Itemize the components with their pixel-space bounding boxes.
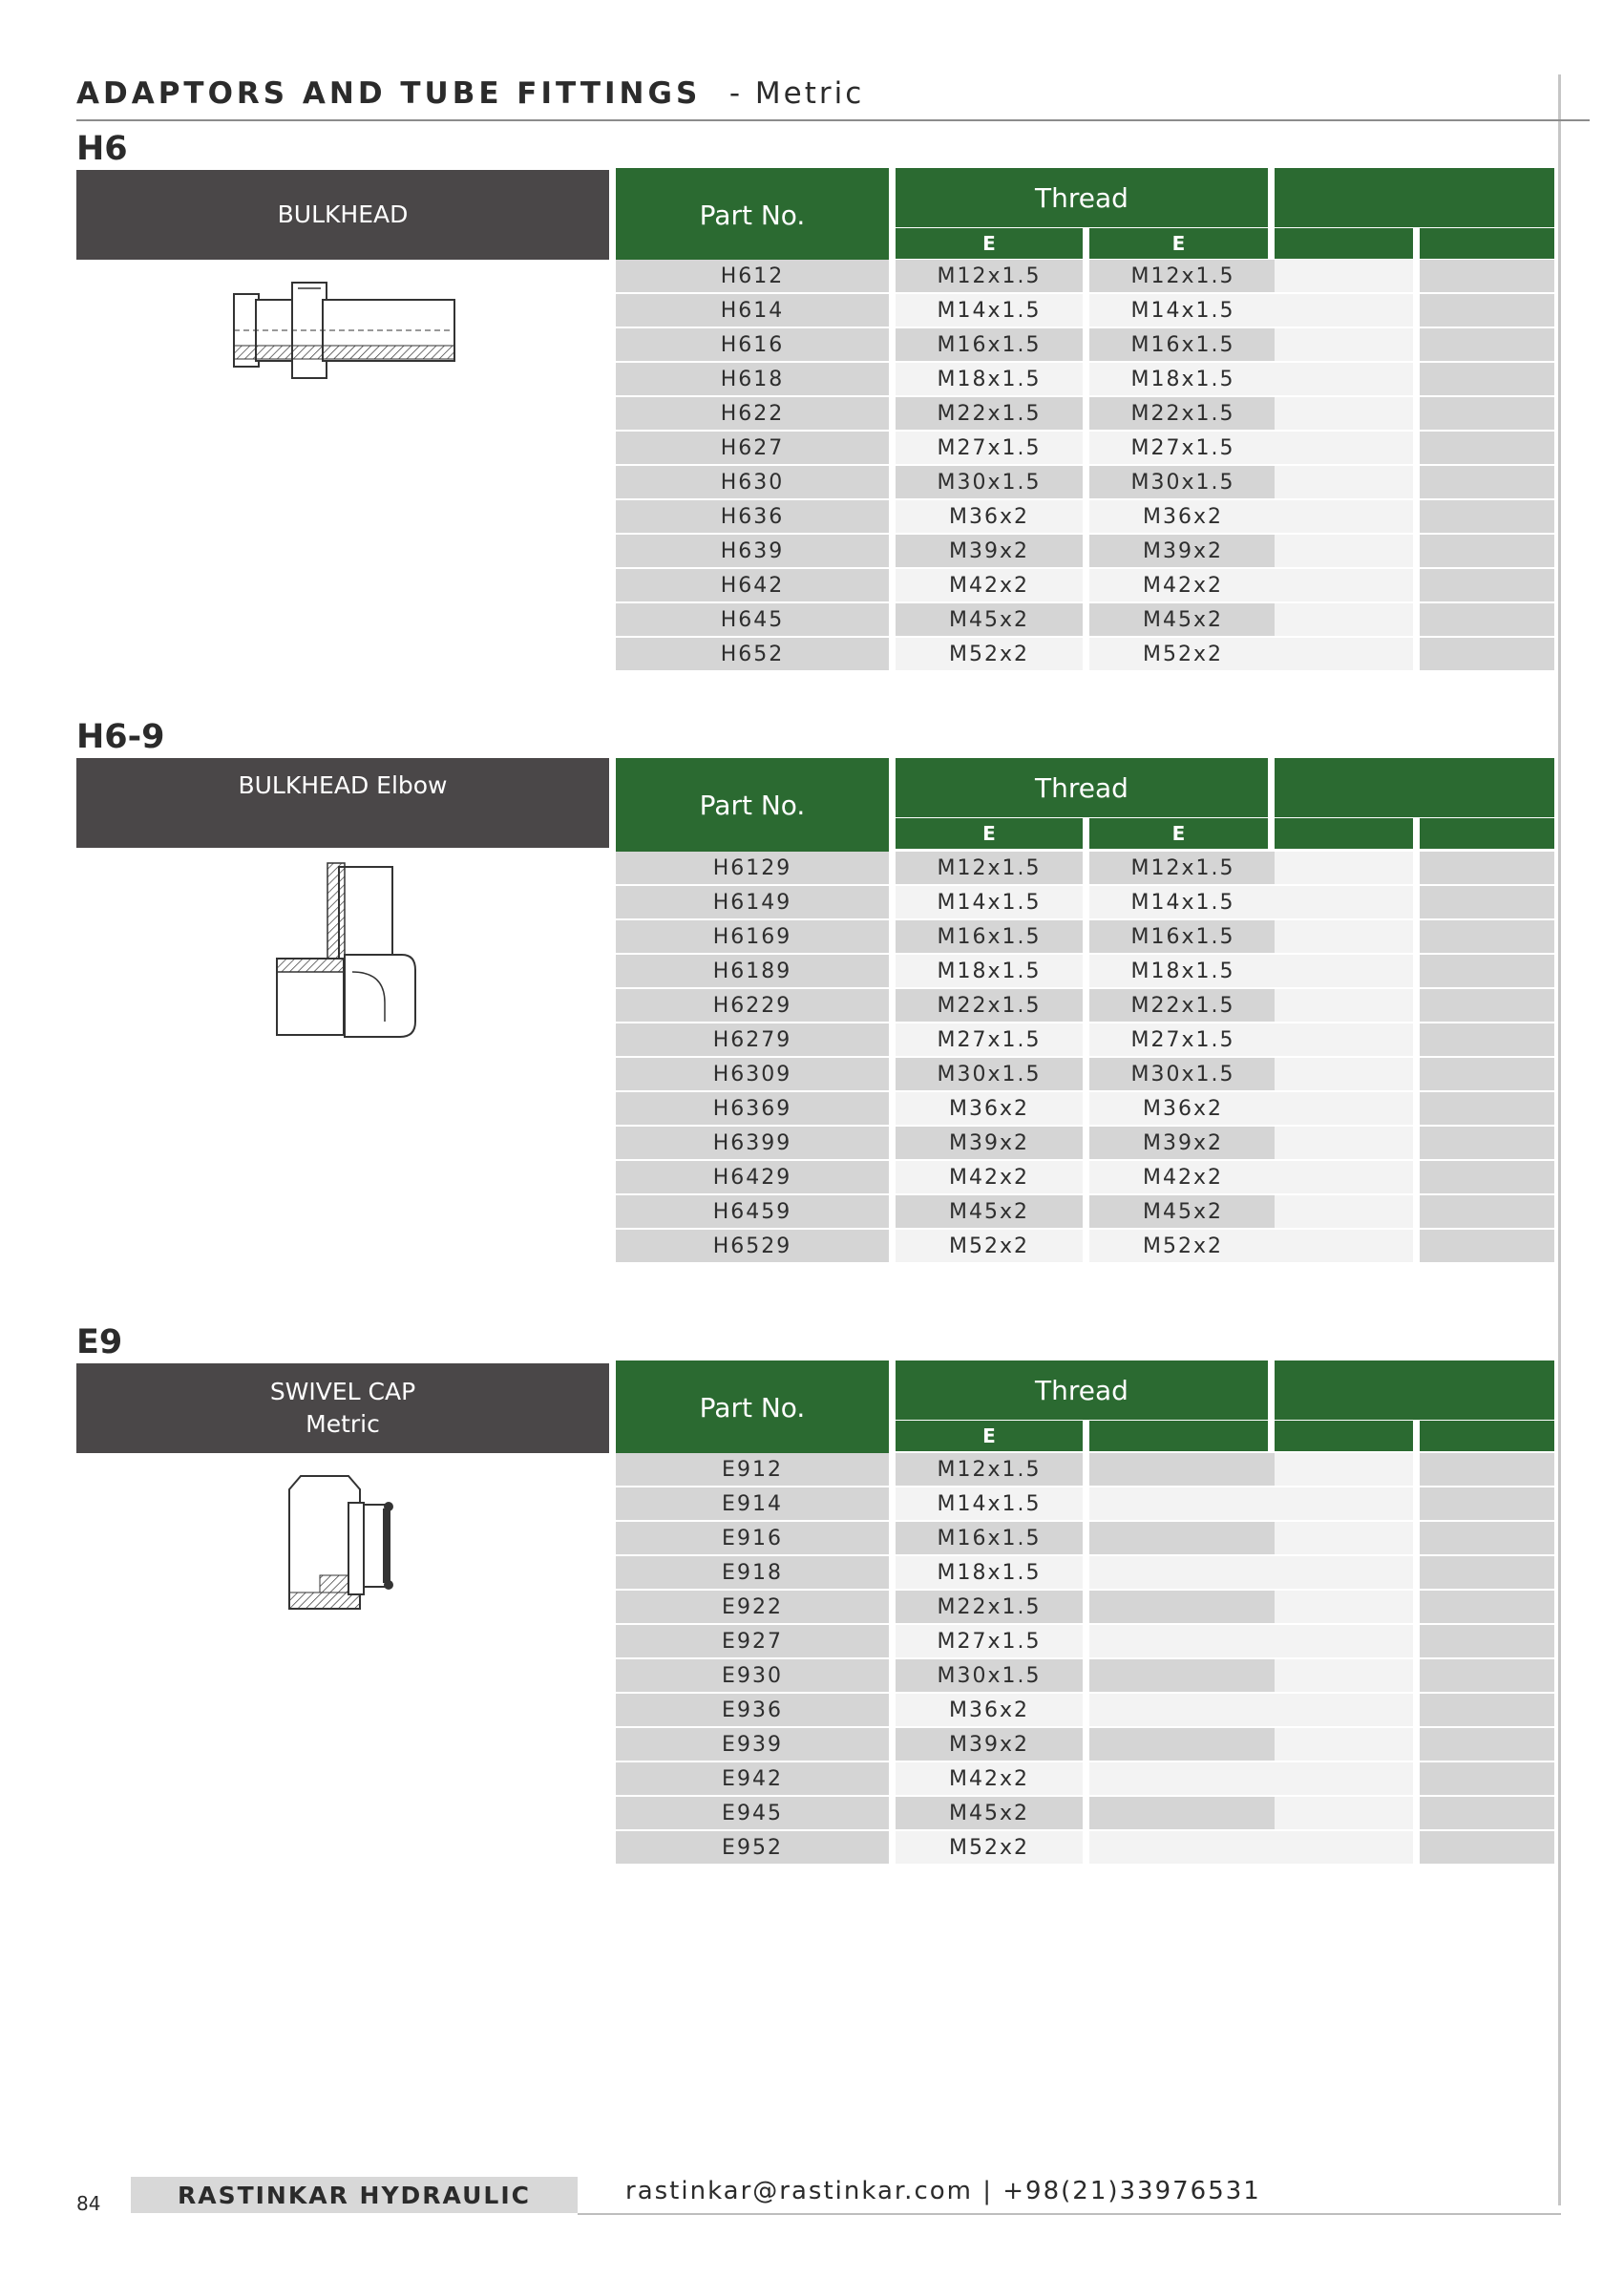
empty-cell [1275,260,1413,292]
table-row [616,1761,1554,1796]
table-row [616,1057,1554,1091]
thread-cell [1089,1659,1276,1692]
parts-table-h6-9 [616,851,1554,1263]
table-row [616,1590,1554,1624]
table-row [616,1727,1554,1761]
empty-cell [1420,603,1554,636]
table-row [616,1126,1554,1160]
part-number-cell: H614 [616,294,889,327]
thread-cell: M18x1.5 [896,955,1083,987]
parts-table-e9 [616,1452,1554,1865]
thread-cell: M45x2 [896,1195,1083,1228]
thread-cell: M16x1.5 [896,1522,1083,1554]
bulkhead-elbow-fitting-icon [272,859,425,1041]
empty-cell [1420,1591,1554,1623]
thread-cell: M14x1.5 [896,1487,1083,1520]
part-no-header: Part No. [616,758,889,852]
empty-cell [1420,432,1554,464]
empty-cell [1275,1487,1413,1520]
empty-cell [1275,1797,1413,1829]
sub-header-e1: E [896,228,1083,259]
empty-cell [1420,1453,1554,1486]
sub-header-blank [1420,1421,1554,1451]
empty-cell [1275,1161,1413,1193]
empty-cell [1275,989,1413,1022]
table-row [616,431,1554,465]
thread-cell: M36x2 [896,500,1083,533]
thread-cell: M52x2 [896,1831,1083,1864]
thread-cell: M22x1.5 [896,397,1083,430]
empty-cell [1275,1522,1413,1554]
part-number-cell: E918 [616,1556,889,1589]
thread-cell: M42x2 [1089,569,1276,601]
thread-cell: M42x2 [896,1161,1083,1193]
empty-cell [1420,1161,1554,1193]
empty-cell [1275,1694,1413,1726]
thread-cell: M22x1.5 [1089,397,1276,430]
thread-cell: M39x2 [896,1127,1083,1159]
empty-cell [1275,603,1413,636]
section-code-e9: E9 [76,1323,123,1361]
sub-header-blank [1275,1421,1413,1451]
table-row [616,851,1554,885]
table-row [616,1023,1554,1057]
empty-cell [1420,1522,1554,1554]
thread-cell: M45x2 [1089,603,1276,636]
thread-cell: M12x1.5 [896,852,1083,884]
empty-cell [1420,886,1554,918]
table-row [616,1194,1554,1229]
part-number-cell: H639 [616,535,889,567]
table-row [616,568,1554,602]
thread-cell: M27x1.5 [1089,432,1276,464]
thread-cell: M18x1.5 [1089,955,1276,987]
empty-cell [1420,638,1554,670]
part-number-cell: H616 [616,328,889,361]
table-row [616,1160,1554,1194]
table-row [616,1555,1554,1590]
thread-cell [1089,1522,1276,1554]
thread-cell [1089,1625,1276,1657]
section-code-h6-9: H6-9 [76,718,165,756]
thread-header: Thread [896,1360,1268,1420]
table-row [616,1624,1554,1658]
empty-cell [1275,1591,1413,1623]
page-number: 84 [76,2192,101,2215]
part-number-cell: H622 [616,397,889,430]
thread-header: Thread [896,168,1268,227]
empty-cell [1275,1195,1413,1228]
empty-cell [1420,1762,1554,1795]
empty-cell [1275,1728,1413,1761]
empty-cell [1275,363,1413,395]
part-number-cell: H6309 [616,1058,889,1090]
part-number-cell: H6369 [616,1092,889,1125]
part-number-cell: H6429 [616,1161,889,1193]
part-number-cell: H6149 [616,886,889,918]
part-number-cell: E945 [616,1797,889,1829]
header-divider [76,119,1590,121]
thread-cell: M36x2 [1089,500,1276,533]
footer-divider [578,2213,1561,2215]
thread-cell: M18x1.5 [1089,363,1276,395]
empty-cell [1420,1058,1554,1090]
blank-header [1275,1360,1554,1420]
part-number-cell: H6529 [616,1230,889,1262]
part-number-cell: H636 [616,500,889,533]
table-row [616,954,1554,988]
sub-header-blank [1275,228,1413,259]
thread-cell: M52x2 [896,1230,1083,1262]
empty-cell [1275,638,1413,670]
table-row [616,919,1554,954]
thread-cell: M39x2 [1089,1127,1276,1159]
empty-cell [1420,535,1554,567]
sub-header-blank [1420,228,1554,259]
empty-cell [1275,1058,1413,1090]
empty-cell [1275,955,1413,987]
empty-cell [1420,1023,1554,1056]
thread-cell: M22x1.5 [896,1591,1083,1623]
table-row [616,362,1554,396]
empty-cell [1275,1556,1413,1589]
part-number-cell: E936 [616,1694,889,1726]
empty-cell [1275,1127,1413,1159]
empty-cell [1420,1127,1554,1159]
part-number-cell: E927 [616,1625,889,1657]
thread-cell: M39x2 [896,535,1083,567]
thread-cell: M42x2 [896,569,1083,601]
thread-cell: M30x1.5 [896,1659,1083,1692]
part-number-cell: H6169 [616,920,889,953]
brand-name: RASTINKAR HYDRAULIC [131,2177,578,2213]
table-row [616,293,1554,327]
part-number-cell: E952 [616,1831,889,1864]
sub-header-blank [1275,818,1413,849]
empty-cell [1420,1831,1554,1864]
table-row [616,885,1554,919]
table-row [616,637,1554,671]
empty-cell [1420,1797,1554,1829]
thread-cell: M16x1.5 [896,920,1083,953]
thread-cell: M30x1.5 [1089,466,1276,498]
empty-cell [1420,294,1554,327]
thread-cell [1089,1831,1276,1864]
thread-cell: M14x1.5 [896,886,1083,918]
empty-cell [1275,397,1413,430]
part-no-header: Part No. [616,1360,889,1454]
table-row [616,1091,1554,1126]
empty-cell [1275,1762,1413,1795]
thread-cell: M16x1.5 [1089,328,1276,361]
thread-cell: M39x2 [896,1728,1083,1761]
empty-cell [1420,989,1554,1022]
thread-cell: M18x1.5 [896,363,1083,395]
empty-cell [1420,397,1554,430]
table-row [616,1229,1554,1263]
empty-cell [1275,920,1413,953]
part-number-cell: H645 [616,603,889,636]
empty-cell [1420,466,1554,498]
part-number-cell: H6399 [616,1127,889,1159]
thread-cell: M14x1.5 [896,294,1083,327]
thread-cell: M52x2 [896,638,1083,670]
table-row [616,602,1554,637]
table-row [616,1796,1554,1830]
thread-cell: M30x1.5 [896,466,1083,498]
thread-cell: M12x1.5 [896,260,1083,292]
blank-header [1275,168,1554,227]
thread-cell: M36x2 [896,1694,1083,1726]
empty-cell [1275,500,1413,533]
thread-cell: M52x2 [1089,1230,1276,1262]
swivel-cap-fitting-icon [282,1470,406,1614]
thread-cell: M45x2 [896,1797,1083,1829]
table-row [616,1830,1554,1865]
table-row [616,1521,1554,1555]
right-margin-line [1558,74,1561,2205]
empty-cell [1420,1092,1554,1125]
part-number-cell: H6189 [616,955,889,987]
table-row [616,499,1554,534]
blank-header [1275,758,1554,817]
empty-cell [1420,1694,1554,1726]
thread-cell: M42x2 [1089,1161,1276,1193]
sub-header-blank [1089,1421,1268,1451]
empty-cell [1275,852,1413,884]
empty-cell [1275,1023,1413,1056]
empty-cell [1275,1453,1413,1486]
section-label-e9: SWIVEL CAP Metric [76,1363,609,1453]
sub-header-e2: E [1089,228,1268,259]
part-number-cell: H612 [616,260,889,292]
empty-cell [1420,1728,1554,1761]
thread-cell: M36x2 [1089,1092,1276,1125]
parts-table-h6 [616,259,1554,671]
empty-cell [1420,328,1554,361]
empty-cell [1275,432,1413,464]
part-number-cell: E930 [616,1659,889,1692]
thread-cell [1089,1694,1276,1726]
empty-cell [1420,1487,1554,1520]
thread-cell [1089,1453,1276,1486]
empty-cell [1275,1230,1413,1262]
part-number-cell: E922 [616,1591,889,1623]
empty-cell [1275,1092,1413,1125]
table-row [616,1487,1554,1521]
empty-cell [1275,1625,1413,1657]
section-code-h6: H6 [76,130,128,168]
thread-cell [1089,1797,1276,1829]
empty-cell [1420,1195,1554,1228]
thread-cell: M30x1.5 [896,1058,1083,1090]
empty-cell [1275,886,1413,918]
empty-cell [1420,955,1554,987]
part-no-header: Part No. [616,168,889,262]
sub-header-e1: E [896,1421,1083,1451]
part-number-cell: E942 [616,1762,889,1795]
empty-cell [1420,569,1554,601]
table-row [616,988,1554,1023]
part-number-cell: E914 [616,1487,889,1520]
part-number-cell: H6129 [616,852,889,884]
section-label-h6: BULKHEAD [76,170,609,260]
empty-cell [1420,920,1554,953]
thread-cell: M16x1.5 [1089,920,1276,953]
part-number-cell: H630 [616,466,889,498]
sub-header-e2: E [1089,818,1268,849]
thread-cell: M39x2 [1089,535,1276,567]
contact-info: rastinkar@rastinkar.com | +98(21)33976531 [625,2177,1261,2205]
part-number-cell: H6279 [616,1023,889,1056]
part-number-cell: H642 [616,569,889,601]
table-row [616,1658,1554,1693]
thread-cell: M12x1.5 [896,1453,1083,1486]
thread-cell: M27x1.5 [1089,1023,1276,1056]
thread-cell: M30x1.5 [1089,1058,1276,1090]
thread-cell [1089,1487,1276,1520]
empty-cell [1420,852,1554,884]
part-number-cell: E916 [616,1522,889,1554]
empty-cell [1420,1556,1554,1589]
thread-cell [1089,1762,1276,1795]
table-row [616,1693,1554,1727]
thread-cell: M36x2 [896,1092,1083,1125]
empty-cell [1420,363,1554,395]
empty-cell [1275,535,1413,567]
part-number-cell: H618 [616,363,889,395]
part-number-cell: E912 [616,1453,889,1486]
part-number-cell: H6459 [616,1195,889,1228]
empty-cell [1275,328,1413,361]
empty-cell [1420,260,1554,292]
thread-cell: M27x1.5 [896,1023,1083,1056]
thread-cell: M14x1.5 [1089,294,1276,327]
thread-cell [1089,1556,1276,1589]
empty-cell [1275,466,1413,498]
thread-cell: M22x1.5 [1089,989,1276,1022]
empty-cell [1420,1625,1554,1657]
table-row [616,396,1554,431]
thread-cell: M45x2 [896,603,1083,636]
thread-cell: M22x1.5 [896,989,1083,1022]
empty-cell [1420,1659,1554,1692]
thread-cell: M18x1.5 [896,1556,1083,1589]
empty-cell [1275,294,1413,327]
table-row [616,259,1554,293]
table-row [616,534,1554,568]
thread-cell: M42x2 [896,1762,1083,1795]
thread-cell: M52x2 [1089,638,1276,670]
thread-cell [1089,1591,1276,1623]
thread-cell: M45x2 [1089,1195,1276,1228]
thread-header: Thread [896,758,1268,817]
empty-cell [1420,500,1554,533]
table-row [616,327,1554,362]
page-title: ADAPTORS AND TUBE FITTINGS - Metric [76,76,865,111]
empty-cell [1275,1659,1413,1692]
empty-cell [1275,1831,1413,1864]
table-row [616,1452,1554,1487]
thread-cell: M12x1.5 [1089,260,1276,292]
part-number-cell: E939 [616,1728,889,1761]
thread-cell: M27x1.5 [896,1625,1083,1657]
part-number-cell: H627 [616,432,889,464]
part-number-cell: H6229 [616,989,889,1022]
thread-cell: M12x1.5 [1089,852,1276,884]
thread-cell [1089,1728,1276,1761]
section-label-h6-9: BULKHEAD Elbow [76,758,609,848]
sub-header-e1: E [896,818,1083,849]
thread-cell: M16x1.5 [896,328,1083,361]
empty-cell [1275,569,1413,601]
empty-cell [1420,1230,1554,1262]
thread-cell: M14x1.5 [1089,886,1276,918]
table-row [616,465,1554,499]
part-number-cell: H652 [616,638,889,670]
bulkhead-fitting-icon [229,277,458,391]
thread-cell: M27x1.5 [896,432,1083,464]
sub-header-blank [1420,818,1554,849]
